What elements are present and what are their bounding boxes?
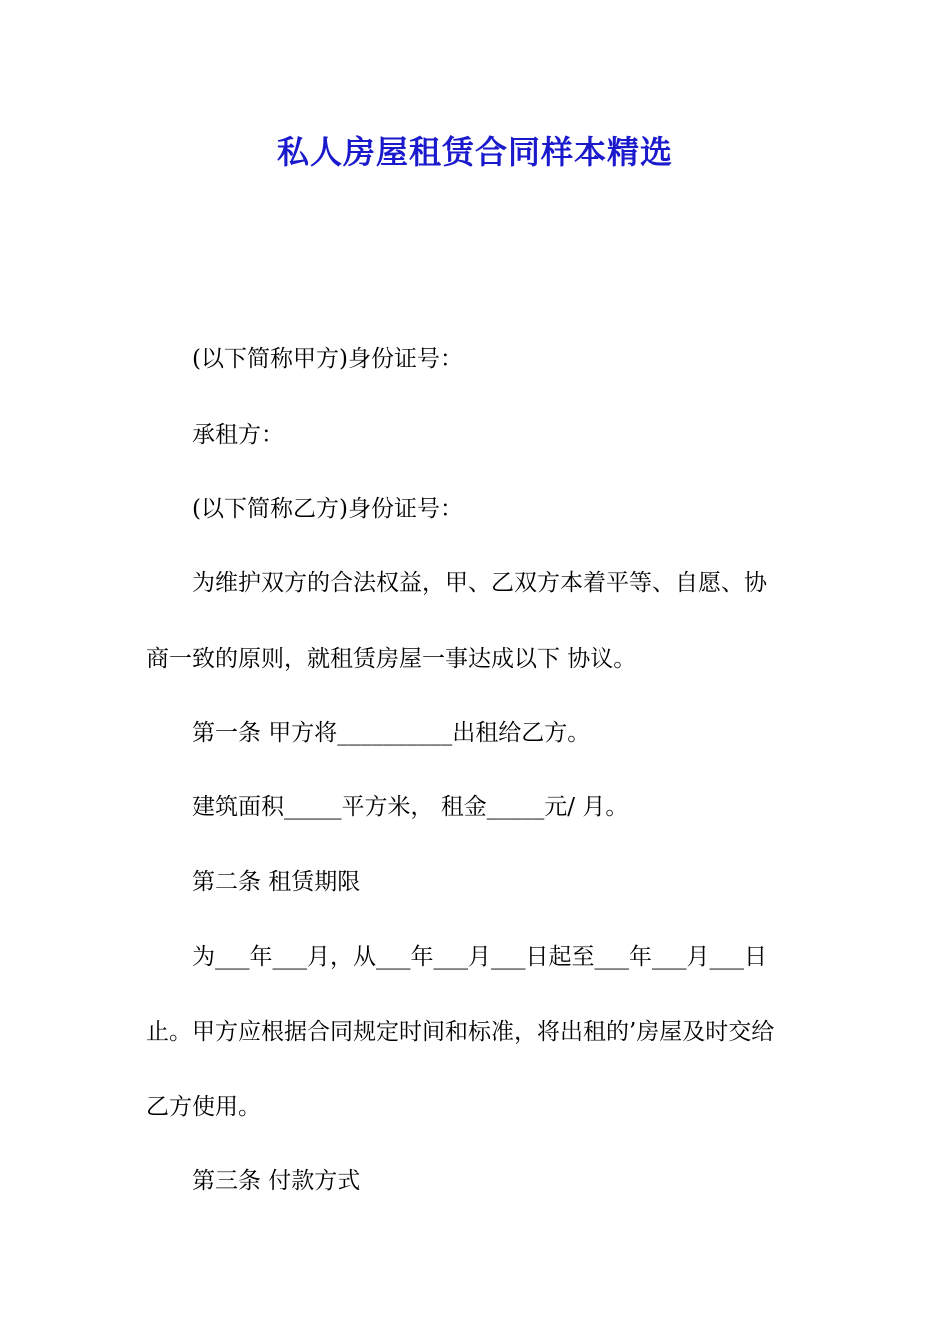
article-1-line: 第一条 甲方将__________出租给乙方。 [192,720,591,746]
area-rent-line: 建筑面积_____平方米， 租金_____元/ 月。 [192,794,629,820]
article-3-heading: 第三条 付款方式 [192,1168,361,1194]
lease-term-line-2: 止。甲方应根据合同规定时间和标准，将出租的’房屋及时交给 [146,1019,775,1045]
lease-term-line-3: 乙方使用。 [146,1094,261,1120]
party-b-id-line: (以下简称乙方)身份证号： [192,496,463,522]
article-2-heading: 第二条 租赁期限 [192,869,361,895]
party-a-id-line: (以下简称甲方)身份证号： [192,346,463,372]
lessee-line: 承租方： [192,422,284,448]
document-title: 私人房屋租赁合同样本精选 [276,133,673,171]
lease-term-line-1: 为___年___月，从___年___月___日起至___年___月___日 [192,944,767,970]
preamble-line-2: 商一致的原则，就租赁房屋一事达成以下 协议。 [146,646,637,672]
preamble-line-1: 为维护双方的合法权益，甲、乙双方本着平等、自愿、协 [192,570,767,596]
